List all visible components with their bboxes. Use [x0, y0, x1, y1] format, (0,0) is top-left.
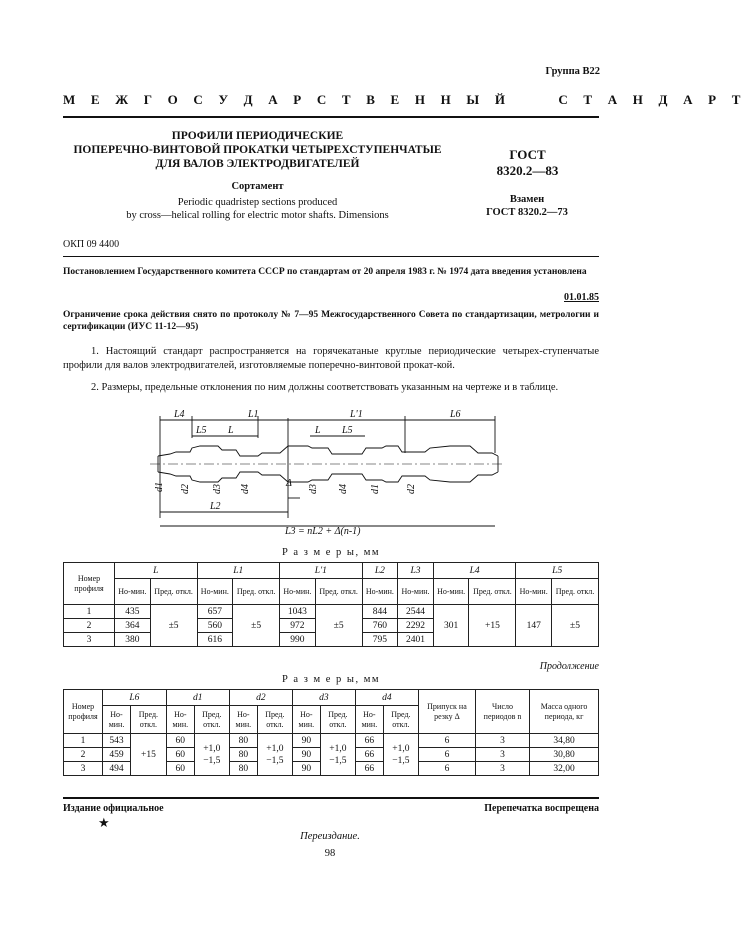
- title-line-2: ПОПЕРЕЧНО-ВИНТОВОЙ ПРОКАТКИ ЧЕТЫРЕХСТУПЕНЧАТЫЕ: [73, 144, 442, 156]
- header-nominal: Но-мин.: [398, 579, 434, 605]
- header-nominal: Но-мин.: [197, 579, 233, 605]
- cell-L: 435: [115, 605, 151, 619]
- header-deviation: Пред. откл.: [320, 706, 355, 734]
- shaft-profile-drawing: [140, 408, 510, 536]
- okp-code: ОКП 09 4400: [63, 239, 120, 250]
- decree-text: Постановлением Государственного комитета СССР по стандартам от 20 апреля 1983 г. № 1974 дата введения установлена: [63, 267, 587, 277]
- label-d3-a: d3: [212, 484, 223, 494]
- english-title-line-2: by cross—helical rolling for electric motor shafts. Dimensions: [126, 210, 389, 221]
- header-deviation: Пред. откл.: [383, 706, 418, 734]
- header-nominal: Но-мин.: [280, 579, 316, 605]
- header-nominal: Но-мин.: [292, 706, 320, 734]
- table2-caption: Р а з м е р ы, мм: [281, 674, 381, 685]
- header-deviation: Пред. откл.: [257, 706, 292, 734]
- header-deviation: Пред. откл.: [233, 579, 280, 605]
- label-L5-a: L5: [196, 425, 207, 436]
- header-d3: d3: [292, 690, 355, 706]
- cell-allowance: 6: [418, 762, 475, 776]
- gost-label: ГОСТ: [509, 147, 546, 162]
- replaced-standard: ГОСТ 8320.2—73: [486, 207, 568, 218]
- cell-profile-number: 2: [64, 748, 103, 762]
- cell-L4: 301: [433, 605, 469, 647]
- header-L2: L2: [362, 563, 398, 579]
- cell-L-deviation: ±5: [150, 605, 197, 647]
- table-row: [64, 605, 599, 619]
- replaces-block: [467, 193, 587, 219]
- header-nominal: Но-мин.: [433, 579, 469, 605]
- cell-d2: 80: [229, 762, 257, 776]
- label-L1: L1: [248, 409, 259, 420]
- cell-L1-deviation: ±5: [233, 605, 280, 647]
- cell-L5: 147: [516, 605, 552, 647]
- label-d4-b: d4: [338, 484, 349, 494]
- title-line-3: ДЛЯ ВАЛОВ ЭЛЕКТРОДВИГАТЕЛЕЙ: [155, 158, 360, 170]
- header-nominal: Но-мин.: [115, 579, 151, 605]
- divider: [63, 256, 599, 257]
- cell-d1-deviation: +1,0 −1,5: [194, 734, 229, 776]
- footer-rule: [63, 797, 599, 799]
- limitation-text: Ограничение срока действия снято по протоколу № 7—95 Межгосударственного Совета по стандартизации, метрологии и сертификации (ИУС 11-12—95): [63, 310, 599, 332]
- label-L6: L6: [450, 409, 461, 420]
- header-deviation: Пред. откл.: [131, 706, 167, 734]
- cell-L3: 2544: [398, 605, 434, 619]
- cell-d3: 90: [292, 762, 320, 776]
- document-title: [60, 129, 455, 194]
- cell-L1-prime: 990: [280, 633, 316, 647]
- header-deviation: Пред. откл.: [552, 579, 599, 605]
- paragraph-1: 1. Настоящий стандарт распространяется на горячекатаные круглые периодические четырех-ступенчатые профили для валов электродвигателей, изготовляемые поперечно-винтовой прокат-кой.: [63, 346, 599, 371]
- cell-profile-number: 3: [64, 762, 103, 776]
- standard-banner: М Е Ж Г О С У Д А Р С Т В Е Н Н Ы Й С Т А Н Д А Р Т: [63, 92, 747, 107]
- english-title-line-1: Periodic quadristep sections produced: [177, 197, 338, 208]
- reissue-label: Переиздание.: [300, 831, 360, 842]
- cell-L4-deviation: +15: [469, 605, 516, 647]
- header-nominal: Но-мин.: [103, 706, 131, 734]
- cell-L: 364: [115, 619, 151, 633]
- cell-allowance: 6: [418, 748, 475, 762]
- header-mass: Масса одного периода, кг: [530, 690, 599, 734]
- header-deviation: Пред. откл.: [194, 706, 229, 734]
- cell-L1-prime: 1043: [280, 605, 316, 619]
- header-profile-number: Номер профиля: [64, 563, 115, 605]
- cell-d2: 80: [229, 734, 257, 748]
- cell-L6: 494: [103, 762, 131, 776]
- replaces-label: Взамен: [509, 194, 545, 205]
- header-d4: d4: [355, 690, 418, 706]
- header-L3: L3: [398, 563, 434, 579]
- star-icon: ★: [98, 815, 110, 830]
- header-L1: L1: [197, 563, 280, 579]
- cell-d4: 66: [355, 762, 383, 776]
- label-d2-a: d2: [180, 484, 191, 494]
- table-row: [64, 734, 599, 748]
- official-edition: Издание официальное: [63, 803, 164, 814]
- effective-date: 01.01.85: [564, 292, 599, 303]
- title-line-1: ПРОФИЛИ ПЕРИОДИЧЕСКИЕ: [171, 130, 344, 142]
- cell-L6: 543: [103, 734, 131, 748]
- cell-d1: 60: [166, 748, 194, 762]
- cell-allowance: 6: [418, 734, 475, 748]
- cell-profile-number: 2: [64, 619, 115, 633]
- cell-d3-deviation: +1,0 −1,5: [320, 734, 355, 776]
- header-d2: d2: [229, 690, 292, 706]
- cell-profile-number: 3: [64, 633, 115, 647]
- cell-L2: 760: [362, 619, 398, 633]
- label-L1-prime: L'1: [350, 409, 363, 420]
- label-d2-b: d2: [406, 484, 417, 494]
- cell-L3: 2292: [398, 619, 434, 633]
- label-L5-b: L5: [342, 425, 353, 436]
- cell-periods: 3: [476, 734, 530, 748]
- cell-d1: 60: [166, 734, 194, 748]
- cell-d2: 80: [229, 748, 257, 762]
- cell-L1-prime-deviation: ±5: [315, 605, 362, 647]
- cell-L: 380: [115, 633, 151, 647]
- cell-profile-number: 1: [64, 734, 103, 748]
- cell-periods: 3: [476, 748, 530, 762]
- header-periods: Число периодов n: [476, 690, 530, 734]
- cell-d4: 66: [355, 734, 383, 748]
- header-L1-prime: L'1: [280, 563, 363, 579]
- header-profile-number: Номер профиля: [64, 690, 103, 734]
- cell-L1: 560: [197, 619, 233, 633]
- cell-L1-prime: 972: [280, 619, 316, 633]
- table1-caption: Р а з м е р ы, мм: [281, 547, 381, 558]
- continuation-label: Продолжение: [539, 661, 599, 672]
- header-nominal: Но-мин.: [229, 706, 257, 734]
- cell-d4: 66: [355, 748, 383, 762]
- header-L6: L6: [103, 690, 167, 706]
- header-d1: d1: [166, 690, 229, 706]
- label-L-b: L: [315, 425, 321, 436]
- header-nominal: Но-мин.: [355, 706, 383, 734]
- english-title: [100, 196, 415, 222]
- label-d1-b: d1: [370, 484, 381, 494]
- header-deviation: Пред. откл.: [469, 579, 516, 605]
- paragraph-2: 2. Размеры, предельные отклонения по ним должны соответствовать указанным на чертеже и в таблице.: [91, 382, 559, 393]
- shaft-body: [150, 446, 505, 482]
- cell-d4-deviation: +1,0 −1,5: [383, 734, 418, 776]
- dimensions-table-1: [63, 562, 599, 647]
- cell-L2: 795: [362, 633, 398, 647]
- cell-d1: 60: [166, 762, 194, 776]
- dimensions-table-2: [63, 689, 599, 776]
- cell-mass: 34,80: [530, 734, 599, 748]
- header-L4: L4: [433, 563, 516, 579]
- cell-L5-deviation: ±5: [552, 605, 599, 647]
- cell-L1: 657: [197, 605, 233, 619]
- header-L5: L5: [516, 563, 599, 579]
- title-subtitle: Сортамент: [231, 181, 284, 192]
- group-label: Группа В22: [545, 66, 600, 77]
- cell-mass: 32,00: [530, 762, 599, 776]
- cell-L6: 459: [103, 748, 131, 762]
- cell-d3: 90: [292, 734, 320, 748]
- label-L2: L2: [210, 501, 221, 512]
- header-cutting-allowance: Припуск на резку Δ: [418, 690, 475, 734]
- cell-mass: 30,80: [530, 748, 599, 762]
- header-deviation: Пред. откл.: [315, 579, 362, 605]
- label-L-a: L: [228, 425, 234, 436]
- gost-number: 8320.2—83: [496, 163, 559, 178]
- label-d4-a: d4: [240, 484, 251, 494]
- header-nominal: Но-мин.: [362, 579, 398, 605]
- cell-d2-deviation: +1,0 −1,5: [257, 734, 292, 776]
- cell-profile-number: 1: [64, 605, 115, 619]
- header-L: L: [115, 563, 198, 579]
- cell-periods: 3: [476, 762, 530, 776]
- cell-L6-deviation: +15: [131, 734, 167, 776]
- label-formula: L3 = nL2 + Δ(n-1): [285, 526, 361, 537]
- label-d1-a: d1: [154, 482, 165, 492]
- reprint-prohibited: Перепечатка воспрещена: [484, 803, 599, 814]
- label-L4: L4: [174, 409, 185, 420]
- gost-number-block: [470, 147, 585, 179]
- cell-L3: 2401: [398, 633, 434, 647]
- label-delta: Δ: [286, 478, 292, 489]
- cell-L2: 844: [362, 605, 398, 619]
- page-number: 98: [324, 848, 336, 859]
- label-d3-b: d3: [308, 484, 319, 494]
- cell-d3: 90: [292, 748, 320, 762]
- cell-L1: 616: [197, 633, 233, 647]
- banner-rule: [63, 116, 599, 118]
- header-deviation: Пред. откл.: [150, 579, 197, 605]
- header-nominal: Но-мин.: [166, 706, 194, 734]
- header-nominal: Но-мин.: [516, 579, 552, 605]
